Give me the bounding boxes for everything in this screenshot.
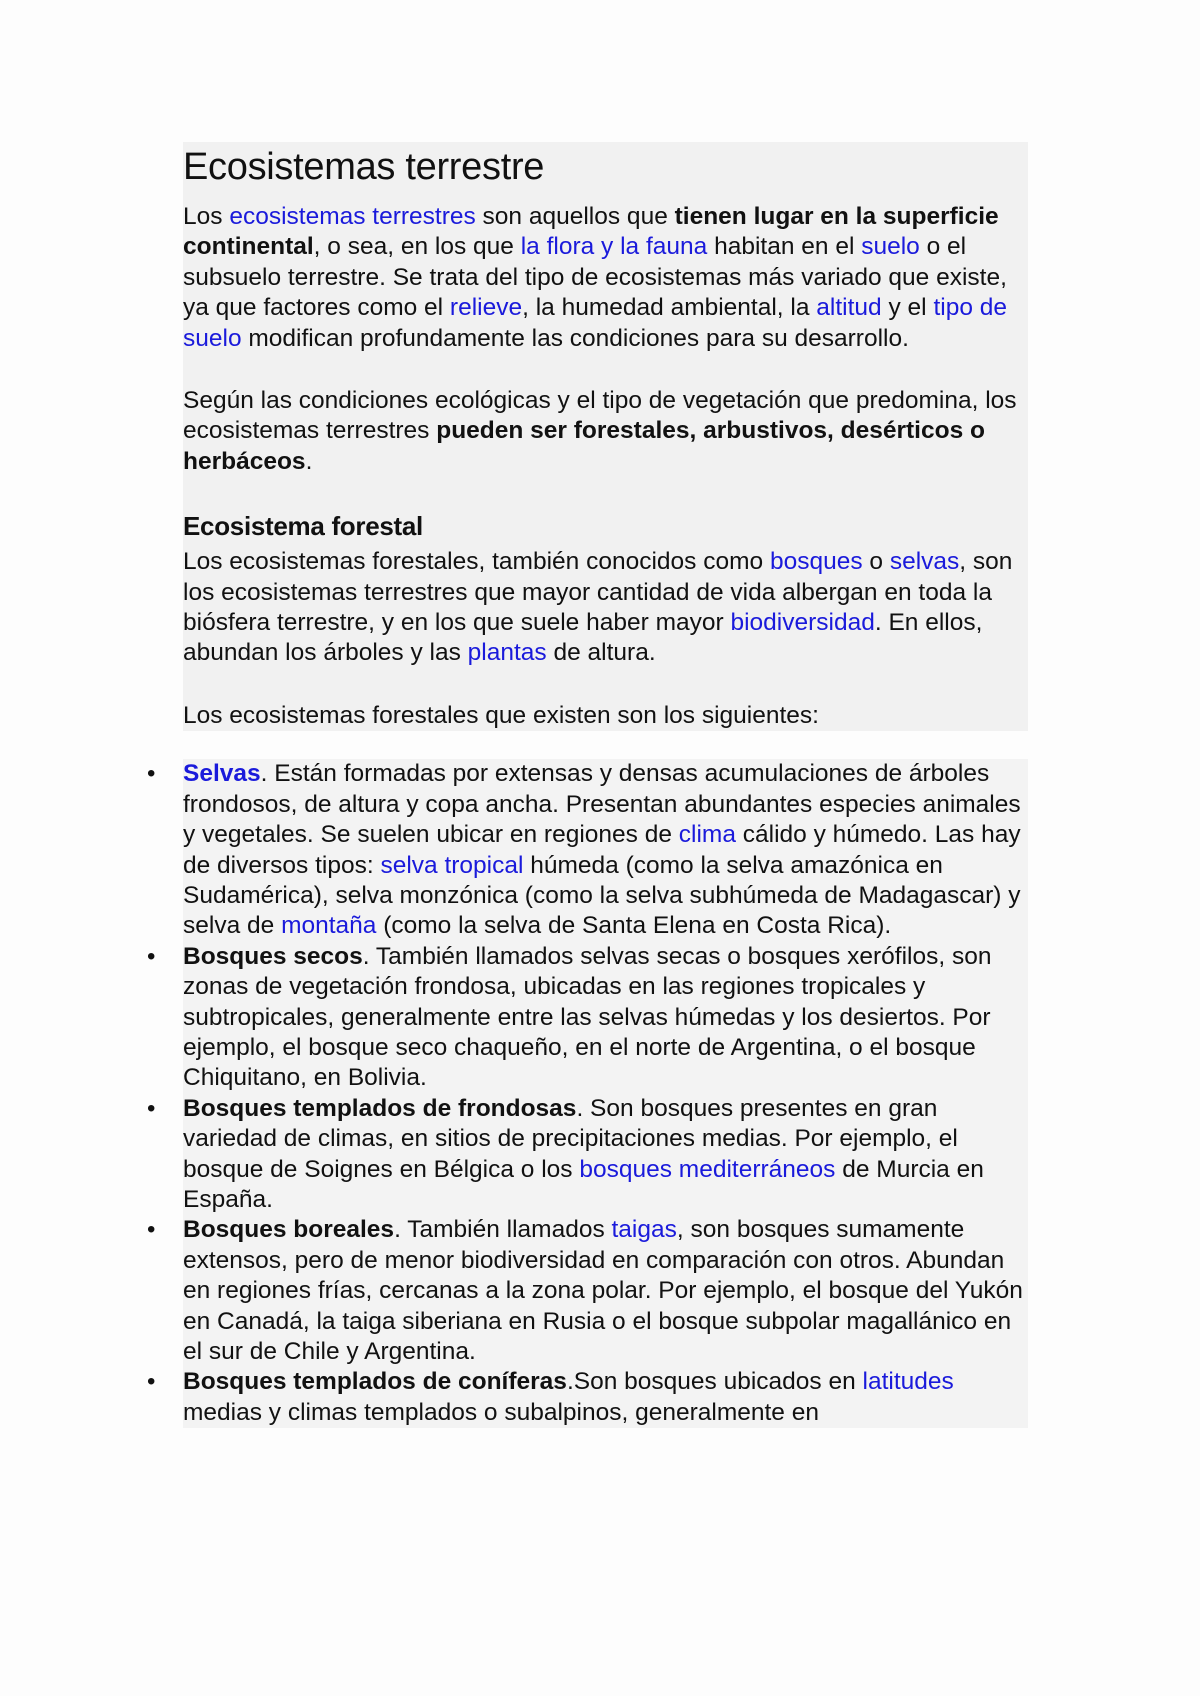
item-label: Bosques boreales [183,1216,395,1244]
link-selva-tropical[interactable]: selva tropical [380,851,524,879]
text: , son los ecosistemas terrestres que mayor cantidad de vida albergan en toda la biósfera terrestre, y en los que suele haber mayor [183,548,1013,637]
link-selvas-item[interactable]: Selvas [183,760,261,788]
bold-text: tienen lugar en la superficie continental [183,203,999,261]
text: medias y climas templados o subalpinos, generalmente en [183,1398,819,1426]
forest-paragraph [183,547,1028,669]
link-ecosistemas-terrestres[interactable]: ecosistemas terrestres [229,203,476,230]
link-taigas[interactable]: taigas [611,1216,677,1244]
bullet-icon: • [147,1215,155,1245]
text: . En ellos, abundan los árboles y las [183,609,983,667]
text: de altura. [546,639,656,667]
text: . Están formadas por extensas y densas acumulaciones de árboles frondosos, de altura y copa ancha. Presentan abundantes especies animales y vegetales. Se suelen ubicar en regiones de [183,760,1021,849]
list-item [147,1367,1028,1428]
text: habitan en el [707,233,862,261]
intro-paragraph [183,202,1028,354]
bold-text: pueden ser forestales, arbustivos, desérticos o herbáceos [183,417,985,475]
link-flora-fauna[interactable]: la flora y la fauna [520,233,708,261]
text: , o sea, en los que [313,233,521,261]
text: cálido y húmedo. Las hay de diversos tipos: [183,821,1021,879]
document-content [147,142,1028,1428]
text: . También llamados [394,1216,612,1244]
list-item [147,942,1028,1094]
link-tipo-de-suelo[interactable]: tipo de suelo [183,294,1007,352]
text: modifican profundamente las condiciones para su desarrollo. [241,324,909,352]
item-label: Bosques secos [183,942,363,970]
link-bosques[interactable]: bosques [769,548,863,576]
text: húmeda (como la selva amazónica en Sudamérica), selva monzónica (como la selva subhúmeda de Madagascar) y selva de [183,851,1021,940]
link-suelo[interactable]: suelo [861,233,920,261]
item-label: Bosques templados de coníferas [183,1368,567,1396]
link-relieve[interactable]: relieve [449,294,523,322]
link-plantas[interactable]: plantas [467,639,547,667]
page-title: Ecosistemas terrestre [183,146,545,188]
text: (como la selva de Santa Elena en Costa Rica). [376,912,892,940]
text: . Son bosques presentes en gran variedad de climas, en sitios de precipitaciones medias. Por ejemplo, el bosque de Soignes en Bélgica o los [183,1094,958,1183]
forest-types-list [147,759,1028,1428]
link-clima[interactable]: clima [678,821,736,849]
item-label: Bosques templados de frondosas [183,1094,577,1122]
text: . [305,447,313,475]
link-latitudes[interactable]: latitudes [862,1368,954,1396]
text: Los [183,203,230,230]
shaded-section [183,142,1028,731]
bullet-icon: • [147,759,155,789]
link-selvas[interactable]: selvas [889,548,960,576]
section-heading-forestal: Ecosistema forestal [183,511,423,542]
list-intro: Los ecosistemas forestales que existen son los siguientes: [183,701,1028,731]
text: , son bosques sumamente extensos, pero de menor biodiversidad en comparación con otros. Abundan en regiones frías, cercanas a la zona polar. Por ejemplo, el bosque del Yukón en Canadá, la taiga siberiana en Rusia o el bosque subpolar magallánico en el sur de Chile y Argentina. [183,1216,1023,1365]
text: , la humedad ambiental, la [522,294,817,322]
text: y el [881,294,934,322]
conditions-paragraph [183,386,1028,477]
text: Los ecosistemas forestales, también conocidos como [183,548,770,576]
list-item [147,759,1028,941]
text: o [862,548,890,576]
text: .Son bosques ubicados en [566,1368,863,1396]
link-biodiversidad[interactable]: biodiversidad [730,609,875,637]
link-bosques-mediterraneos[interactable]: bosques mediterráneos [579,1155,836,1183]
bullet-icon: • [147,942,155,972]
text: . También llamados selvas secas o bosques xerófilos, son zonas de vegetación frondosa, ubicadas en las regiones tropicales y subtropicales, generalmente entre las selvas húmedas y los desiertos. Por ejemplo, el bosque seco chaqueño, en el norte de Argentina, o el bosque Chiquitano, en Bolivia. [183,942,992,1092]
bullet-icon: • [147,1367,155,1397]
text: son aquellos que [475,203,675,230]
link-montana[interactable]: montaña [281,912,377,940]
text: o el subsuelo terrestre. Se trata del tipo de ecosistemas más variado que existe, ya que factores como el [183,233,1007,322]
list-item [147,1094,1028,1216]
bullet-icon: • [147,1094,155,1124]
text: Según las condiciones ecológicas y el tipo de vegetación que predomina, los ecosistemas terrestres [183,387,1017,445]
list-item [147,1215,1028,1367]
link-altitud[interactable]: altitud [816,294,882,322]
text: de Murcia en España. [183,1155,984,1213]
